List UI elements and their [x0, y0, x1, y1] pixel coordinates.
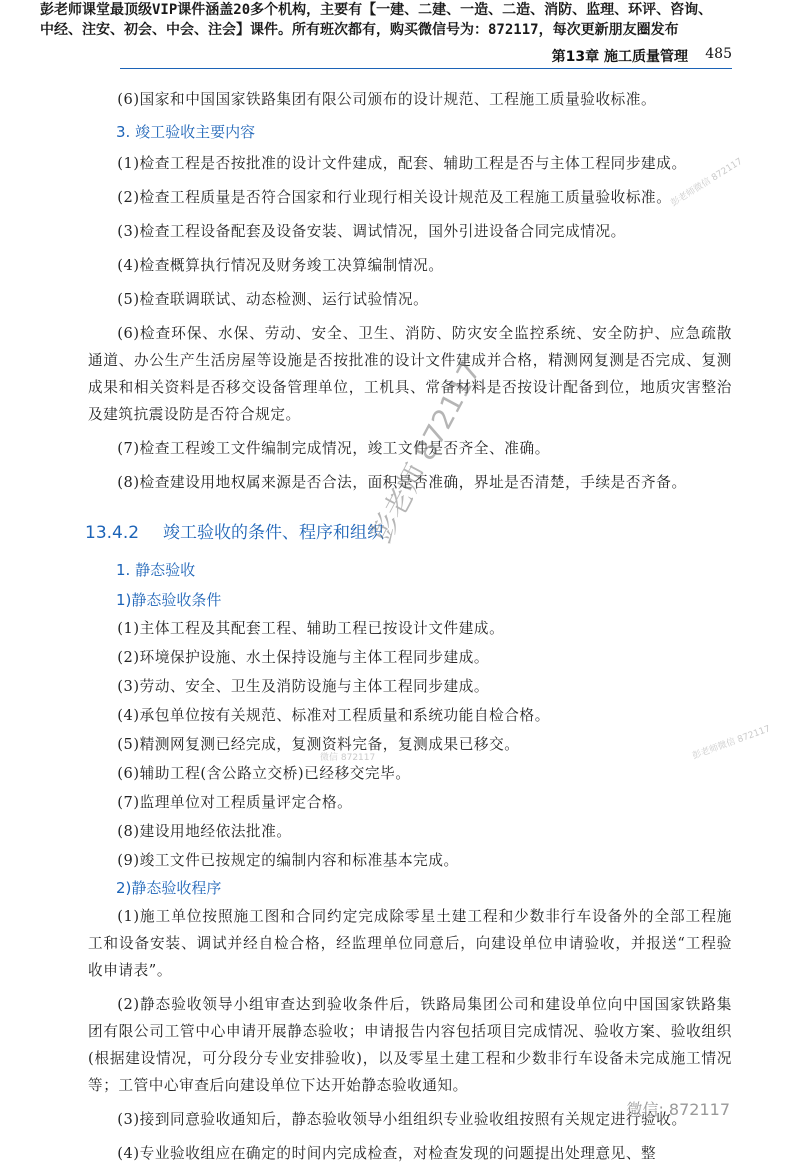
list-item: (5)检查联调联试、动态检测、运行试验情况。: [117, 291, 429, 308]
paragraph-standard-6: (6)国家和中国国家铁路集团有限公司颁布的设计规范、工程施工质量验收标准。: [117, 91, 657, 108]
section-3-title: 3. 竣工验收主要内容: [116, 123, 256, 141]
list-item: (1)主体工程及其配套工程、辅助工程已按设计文件建成。: [117, 620, 505, 637]
page-body: [85, 86, 732, 1174]
list-item: (4)专业验收组应在确定的时间内完成检查，对检查发现的问题提出处理意见、整: [117, 1145, 657, 1162]
top-banner: [40, 0, 770, 40]
watermark-small: 彭老师微信 872117: [669, 156, 745, 209]
section-heading-text: 竣工验收的条件、程序和组织: [163, 523, 384, 543]
list-item: (7)检查工程竣工文件编制完成情况，竣工文件是否齐全、准确。: [117, 440, 550, 457]
list-item: (1)施工单位按照施工图和合同约定完成除零星土建工程和少数非行车设备外的全部工程施工和设备安装、调试并经自检合格，经监理单位同意后，向建设单位申请验收，并报送“工程验收申请表”。: [88, 908, 732, 979]
watermark-bottom: 微信: 872117: [626, 1100, 730, 1119]
list-item: (2)静态验收领导小组审查达到验收条件后，铁路局集团公司和建设单位向中国国家铁路集团有限公司工管中心申请开展静态验收；申请报告内容包括项目完成情况、验收方案、验收组织(根据建设情况，可分段分专业安排验收)，以及零星土建工程和少数非行车设备未完成施工情况等；工管中心审查后向建设单位下达开始静态验收通知。: [88, 996, 732, 1094]
watermark-small: 微信 872117: [320, 753, 376, 763]
running-head: [120, 46, 732, 69]
list-item: (6)辅助工程(含公路立交桥)已经移交完毕。: [117, 765, 411, 782]
banner-line-1: 彭老师课堂最顶级VIP课件涵盖20多个机构，主要有【一建、二建、一造、二造、消防、监理、环评、咨询、: [40, 2, 713, 18]
list-item: (7)监理单位对工程质量评定合格。: [117, 794, 353, 811]
list-item: (5)精测网复测已经完成，复测资料完备，复测成果已移交。: [117, 736, 520, 753]
subsection-1-2-title: 2)静态验收程序: [116, 879, 222, 897]
list-item: (8)建设用地经依法批准。: [117, 823, 292, 840]
banner-line-2: 中经、注安、初会、中会、注会】课件。所有班次都有，购买微信号为：872117，每次更新朋友圈发布: [40, 22, 679, 38]
list-item: (3)检查工程设备配套及设备安装、调试情况，国外引进设备合同完成情况。: [117, 223, 626, 240]
list-item: (8)检查建设用地权属来源是否合法，面积是否准确，界址是否清楚，手续是否齐备。: [117, 474, 687, 491]
section-heading: [85, 520, 732, 546]
list-item: (3)劳动、安全、卫生及消防设施与主体工程同步建成。: [117, 678, 490, 695]
subsection-1-title: 1. 静态验收: [116, 561, 196, 579]
section-heading-number: 13.4.2: [85, 523, 140, 543]
watermark-small: 彭老师微信 872117: [691, 724, 772, 762]
list-item: (2)环境保护设施、水土保持设施与主体工程同步建成。: [117, 649, 490, 666]
page-number: 485: [705, 46, 732, 62]
subsection-1-1-title: 1)静态验收条件: [116, 591, 222, 609]
list-item: (2)检查工程质量是否符合国家和行业现行相关设计规范及工程施工质量验收标准。: [117, 189, 672, 206]
list-item: (1)检查工程是否按批准的设计文件建成，配套、辅助工程是否与主体工程同步建成。: [117, 155, 687, 172]
list-item: (9)竣工文件已按规定的编制内容和标准基本完成。: [117, 852, 459, 869]
list-item: (6)检查环保、水保、劳动、安全、卫生、消防、防灾安全监控系统、安全防护、应急疏散通道、办公生产生活房屋等设施是否按批准的设计文件建成并合格，精测网复测是否完成、复测成果和相关资料是否移交设备管理单位，工机具、常备材料是否按设计配备到位，地质灾害整治及建筑抗震设防是否符合规定。: [88, 325, 732, 423]
watermark-large: 彭老师 872117: [364, 355, 488, 548]
list-item: (4)承包单位按有关规范、标准对工程质量和系统功能自检合格。: [117, 707, 550, 724]
list-item: (4)检查概算执行情况及财务竣工决算编制情况。: [117, 257, 444, 274]
chapter-title: 第13章 施工质量管理: [551, 49, 688, 65]
list-item: (3)接到同意验收通知后，静态验收领导小组组织专业验收组按照有关规定进行验收。: [117, 1111, 687, 1128]
